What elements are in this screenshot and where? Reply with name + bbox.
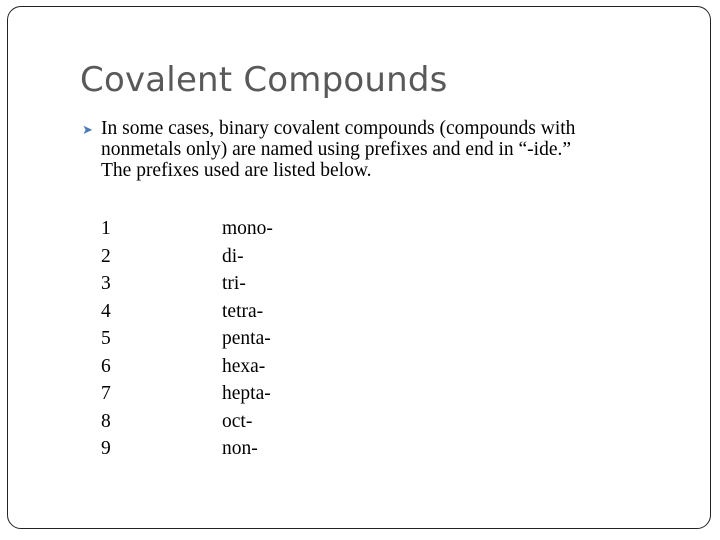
bullet-arrow-icon: ➤: [82, 122, 93, 137]
prefix-number: 6: [101, 355, 111, 377]
prefix-number: 8: [101, 410, 111, 432]
prefix-number: 4: [101, 300, 111, 322]
prefix-name: di-: [222, 245, 244, 267]
bullet-text-line-3: The prefixes used are listed below.: [101, 160, 372, 181]
prefix-row: [101, 270, 273, 298]
bullet-paragraph: [82, 118, 682, 181]
prefix-number: 7: [101, 383, 111, 404]
prefix-number: 5: [101, 328, 111, 349]
prefix-row: [101, 435, 273, 463]
bullet-text-line-2: nonmetals only) are named using prefixes and end in “-ide.”: [101, 139, 572, 160]
prefix-number: 9: [101, 438, 111, 459]
prefix-row: [101, 243, 273, 271]
prefix-number: 3: [101, 273, 111, 294]
prefix-row: [101, 298, 273, 326]
prefix-row: [101, 353, 273, 381]
prefix-name: non-: [222, 438, 258, 459]
prefix-row: [101, 215, 273, 243]
prefix-row: [101, 380, 273, 408]
prefix-number: 2: [101, 245, 111, 267]
prefix-row: [101, 408, 273, 436]
prefix-number: 1: [101, 218, 111, 239]
prefix-name: tetra-: [222, 300, 264, 322]
prefix-name: hepta-: [222, 383, 271, 404]
prefix-name: hexa-: [222, 355, 266, 377]
prefix-name: mono-: [222, 218, 273, 239]
bullet-line: [82, 118, 682, 139]
prefix-name: tri-: [222, 273, 246, 294]
prefix-table: [101, 215, 273, 463]
prefix-name: penta-: [222, 328, 271, 349]
slide-title: Covalent Compounds: [80, 60, 448, 100]
bullet-line: [82, 139, 682, 160]
bullet-text-line-1: In some cases, binary covalent compounds (compounds with: [101, 118, 576, 139]
bullet-line: [82, 160, 682, 181]
prefix-row: [101, 325, 273, 353]
prefix-name: oct-: [222, 410, 253, 432]
